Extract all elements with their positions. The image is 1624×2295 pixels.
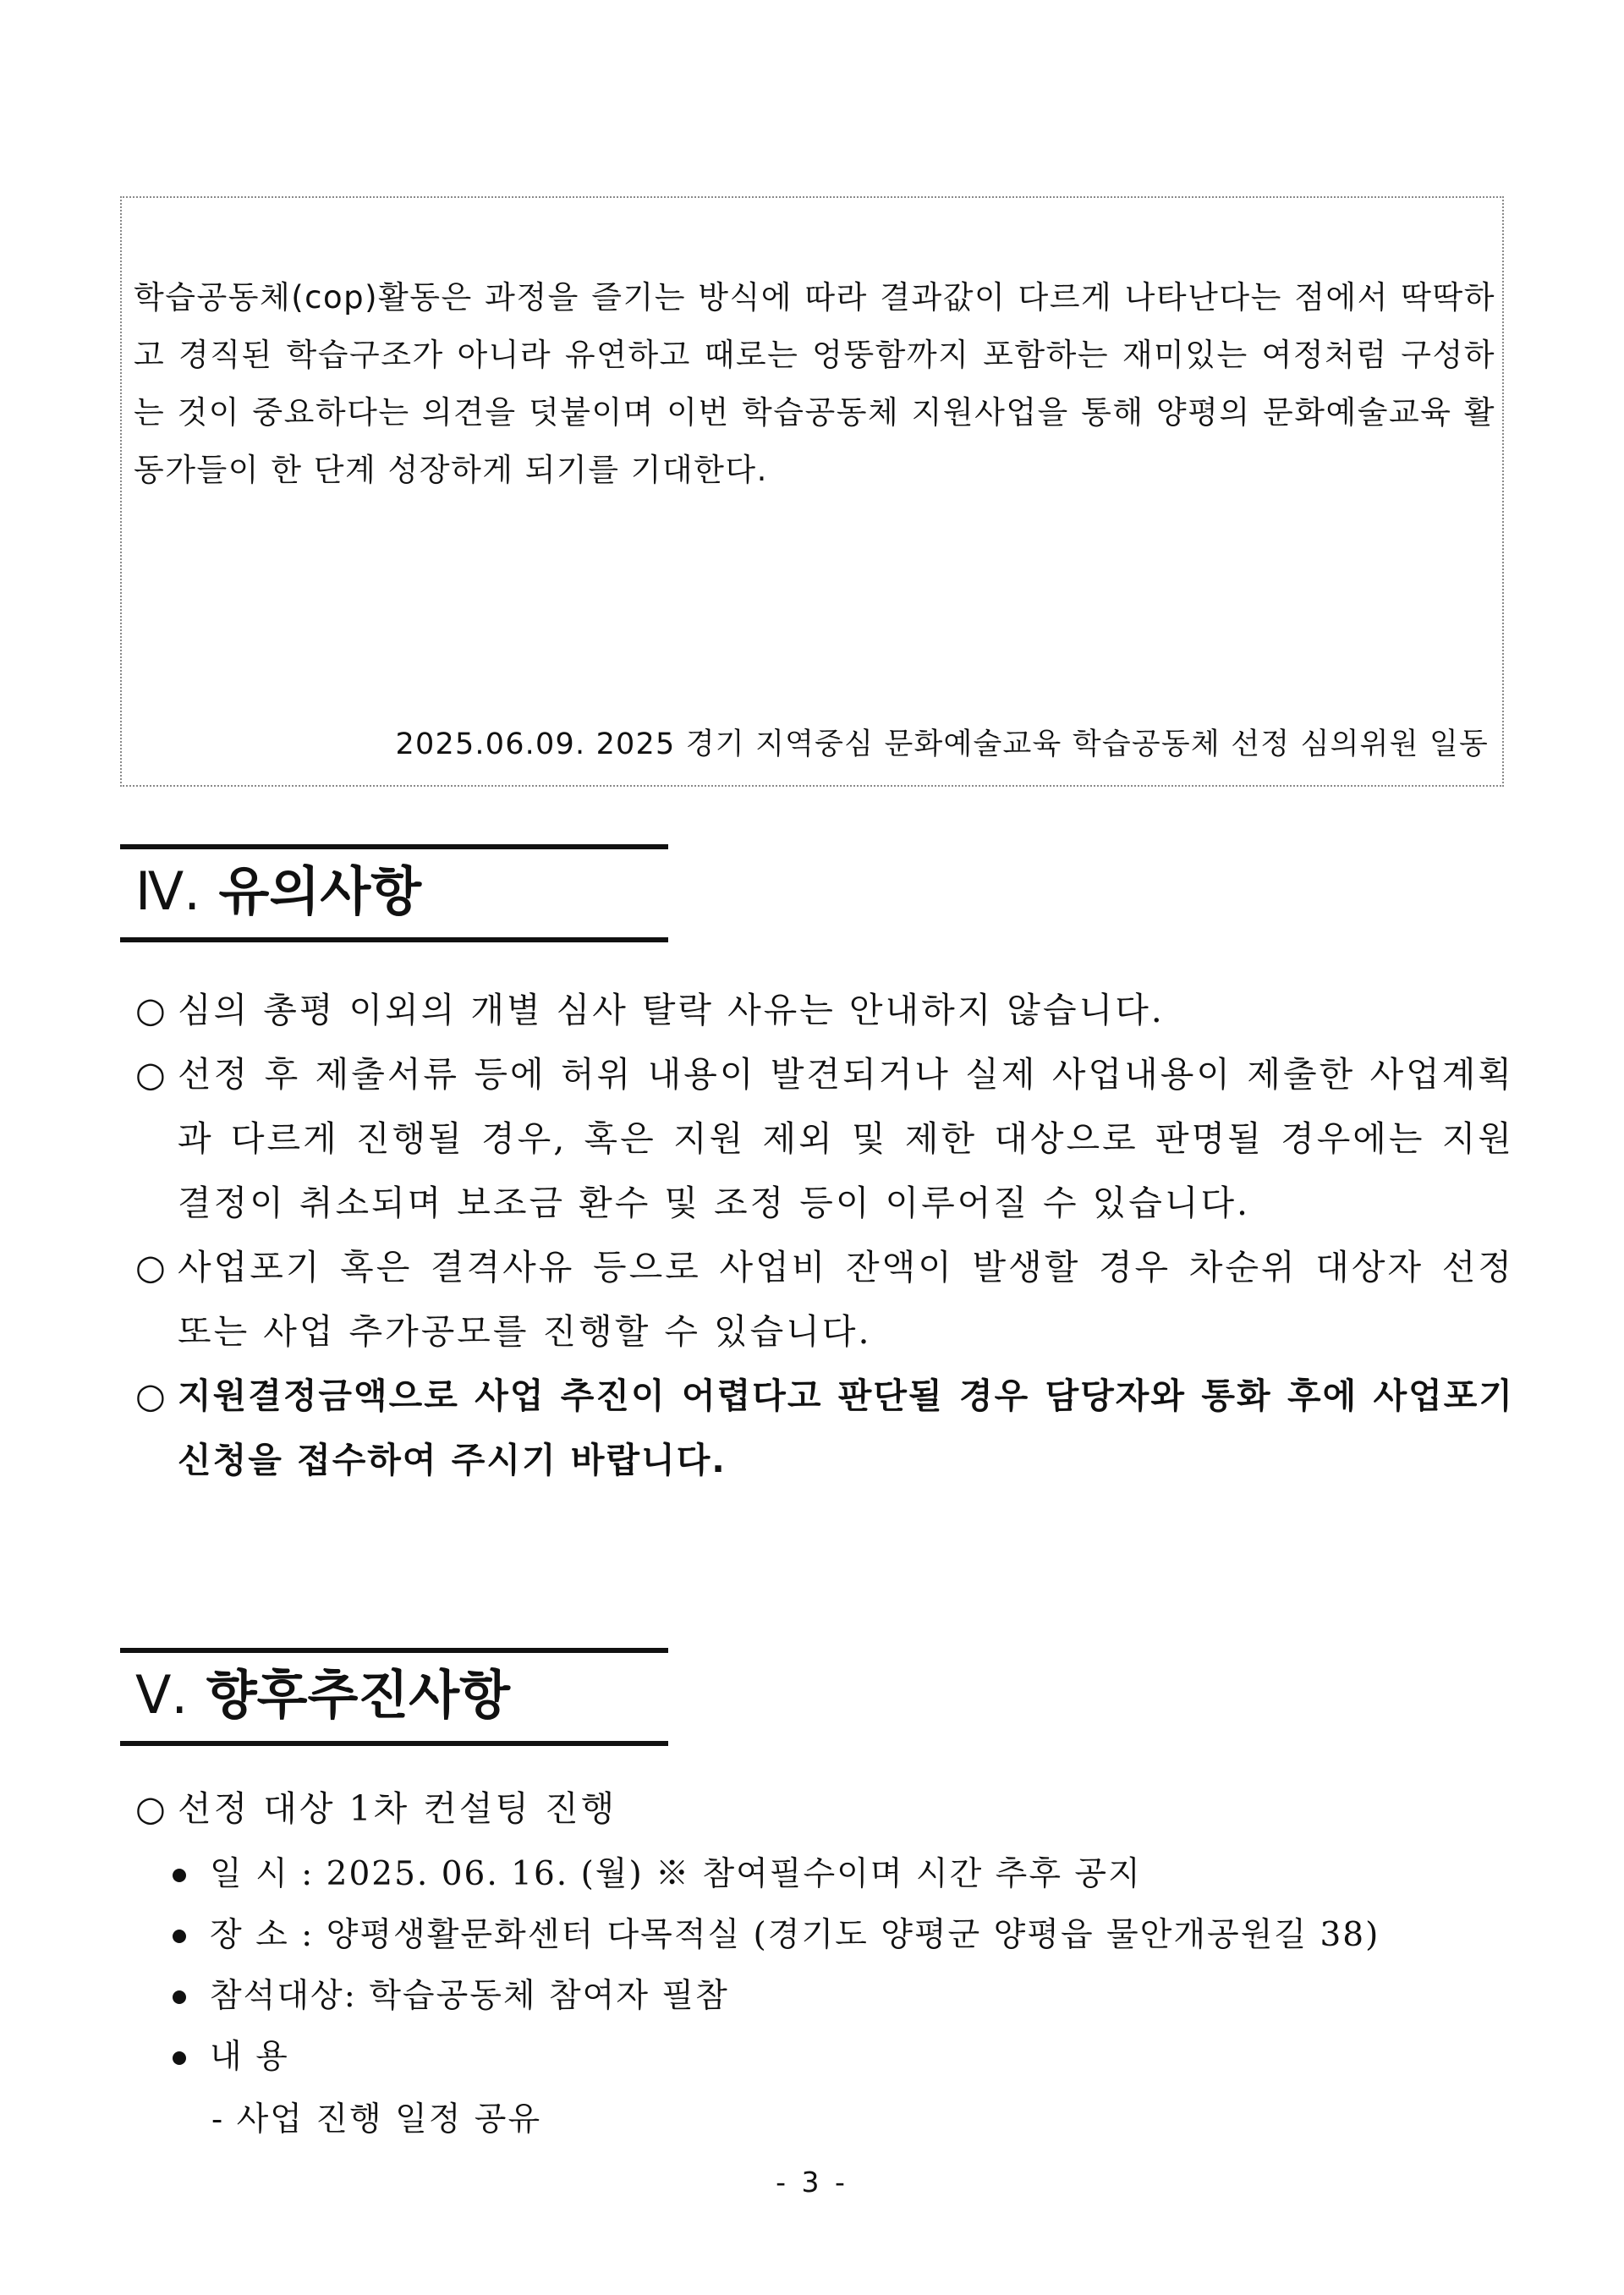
detail-attendees: 참석대상: 학습공동체 참여자 필참	[210, 1977, 729, 2015]
content-sub-item: - 사업 진행 일정 공유	[211, 2100, 542, 2139]
list-item	[135, 1042, 1514, 1235]
bullet-dot-icon	[173, 2051, 186, 2065]
detail-date: 일 시 : 2025. 06. 16. (월) ※ 참여필수이며 시간 추후 공지	[210, 1855, 1142, 1893]
list-item-text: 선정 대상 1차 컨설팅 진행	[178, 1788, 617, 1829]
section5-number: Ⅴ.	[135, 1664, 189, 1726]
consulting-details	[169, 1844, 1380, 2088]
section4-title: 유의사항	[218, 860, 422, 922]
section5-bottom-rule	[120, 1741, 668, 1746]
review-signature: 2025.06.09. 2025 경기 지역중심 문화예술교육 학습공동체 선정 심의위원 일동	[395, 727, 1489, 761]
list-item	[135, 1364, 1514, 1492]
section4-heading	[135, 858, 421, 925]
list-item-text: 심의 총평 이외의 개별 심사 탈락 사유는 안내하지 않습니다.	[178, 990, 1165, 1030]
list-item-text: 사업포기 혹은 결격사유 등으로 사업비 잔액이 발생할 경우 차순위 대상자 선정 또는 사업 추가공모를 진행할 수 있습니다.	[178, 1247, 1514, 1352]
section4-bottom-rule	[120, 937, 668, 942]
review-summary-text: 학습공동체(cop)활동은 과정을 즐기는 방식에 따라 결과값이 다르게 나타난다는 점에서 딱딱하고 경직된 학습구조가 아니라 유연하고 때로는 엉뚱함까지 포함하는 재미있는 여정처럼 구성하는 것이 중요하다는 의견을 덧붙이며 이번 학습공동체 지원사업을 통해 양평의 문화예술교육 활동가들이 한 단계 성장하게 되기를 기대한다.	[134, 279, 1495, 488]
circle-bullet-icon: ○	[135, 1788, 168, 1829]
detail-item	[169, 1905, 1380, 1966]
circle-bullet-icon: ○	[135, 990, 168, 1030]
list-item-text: 지원결정금액으로 사업 추진이 어렵다고 판단될 경우 담당자와 통화 후에 사업포기 신청을 접수하여 주시기 바랍니다.	[178, 1375, 1514, 1480]
section4-list	[135, 978, 1514, 1492]
circle-bullet-icon: ○	[135, 1375, 167, 1416]
list-item	[135, 1776, 1514, 1841]
section5-title: 향후추진사항	[206, 1664, 511, 1726]
list-item	[135, 1235, 1514, 1364]
bullet-dot-icon	[173, 1869, 186, 1882]
section5-top-rule	[120, 1648, 668, 1653]
list-item-text: 선정 후 제출서류 등에 허위 내용이 발견되거나 실제 사업내용이 제출한 사업계획과 다르게 진행될 경우, 혹은 지원 제외 및 제한 대상으로 판명될 경우에는 지원 결정이 취소되며 보조금 환수 및 조정 등이 이루어질 수 있습니다.	[178, 1054, 1514, 1223]
section5-list	[135, 1776, 1514, 1841]
detail-item	[169, 1966, 1380, 2027]
detail-item	[169, 2027, 1380, 2088]
circle-bullet-icon: ○	[135, 1247, 168, 1288]
page-number: - 3 -	[776, 2166, 848, 2199]
list-item	[135, 978, 1514, 1042]
detail-content: 내 용	[210, 2038, 289, 2076]
bullet-dot-icon	[173, 1990, 186, 2004]
section5-heading	[135, 1661, 510, 1729]
section4-top-rule	[120, 844, 668, 849]
detail-item	[169, 1844, 1380, 1905]
section4-number: Ⅳ.	[135, 860, 200, 922]
circle-bullet-icon: ○	[135, 1054, 168, 1095]
bullet-dot-icon	[173, 1930, 186, 1943]
detail-place: 장 소 : 양평생활문화센터 다목적실 (경기도 양평군 양평읍 물안개공원길 38)	[210, 1916, 1380, 1954]
